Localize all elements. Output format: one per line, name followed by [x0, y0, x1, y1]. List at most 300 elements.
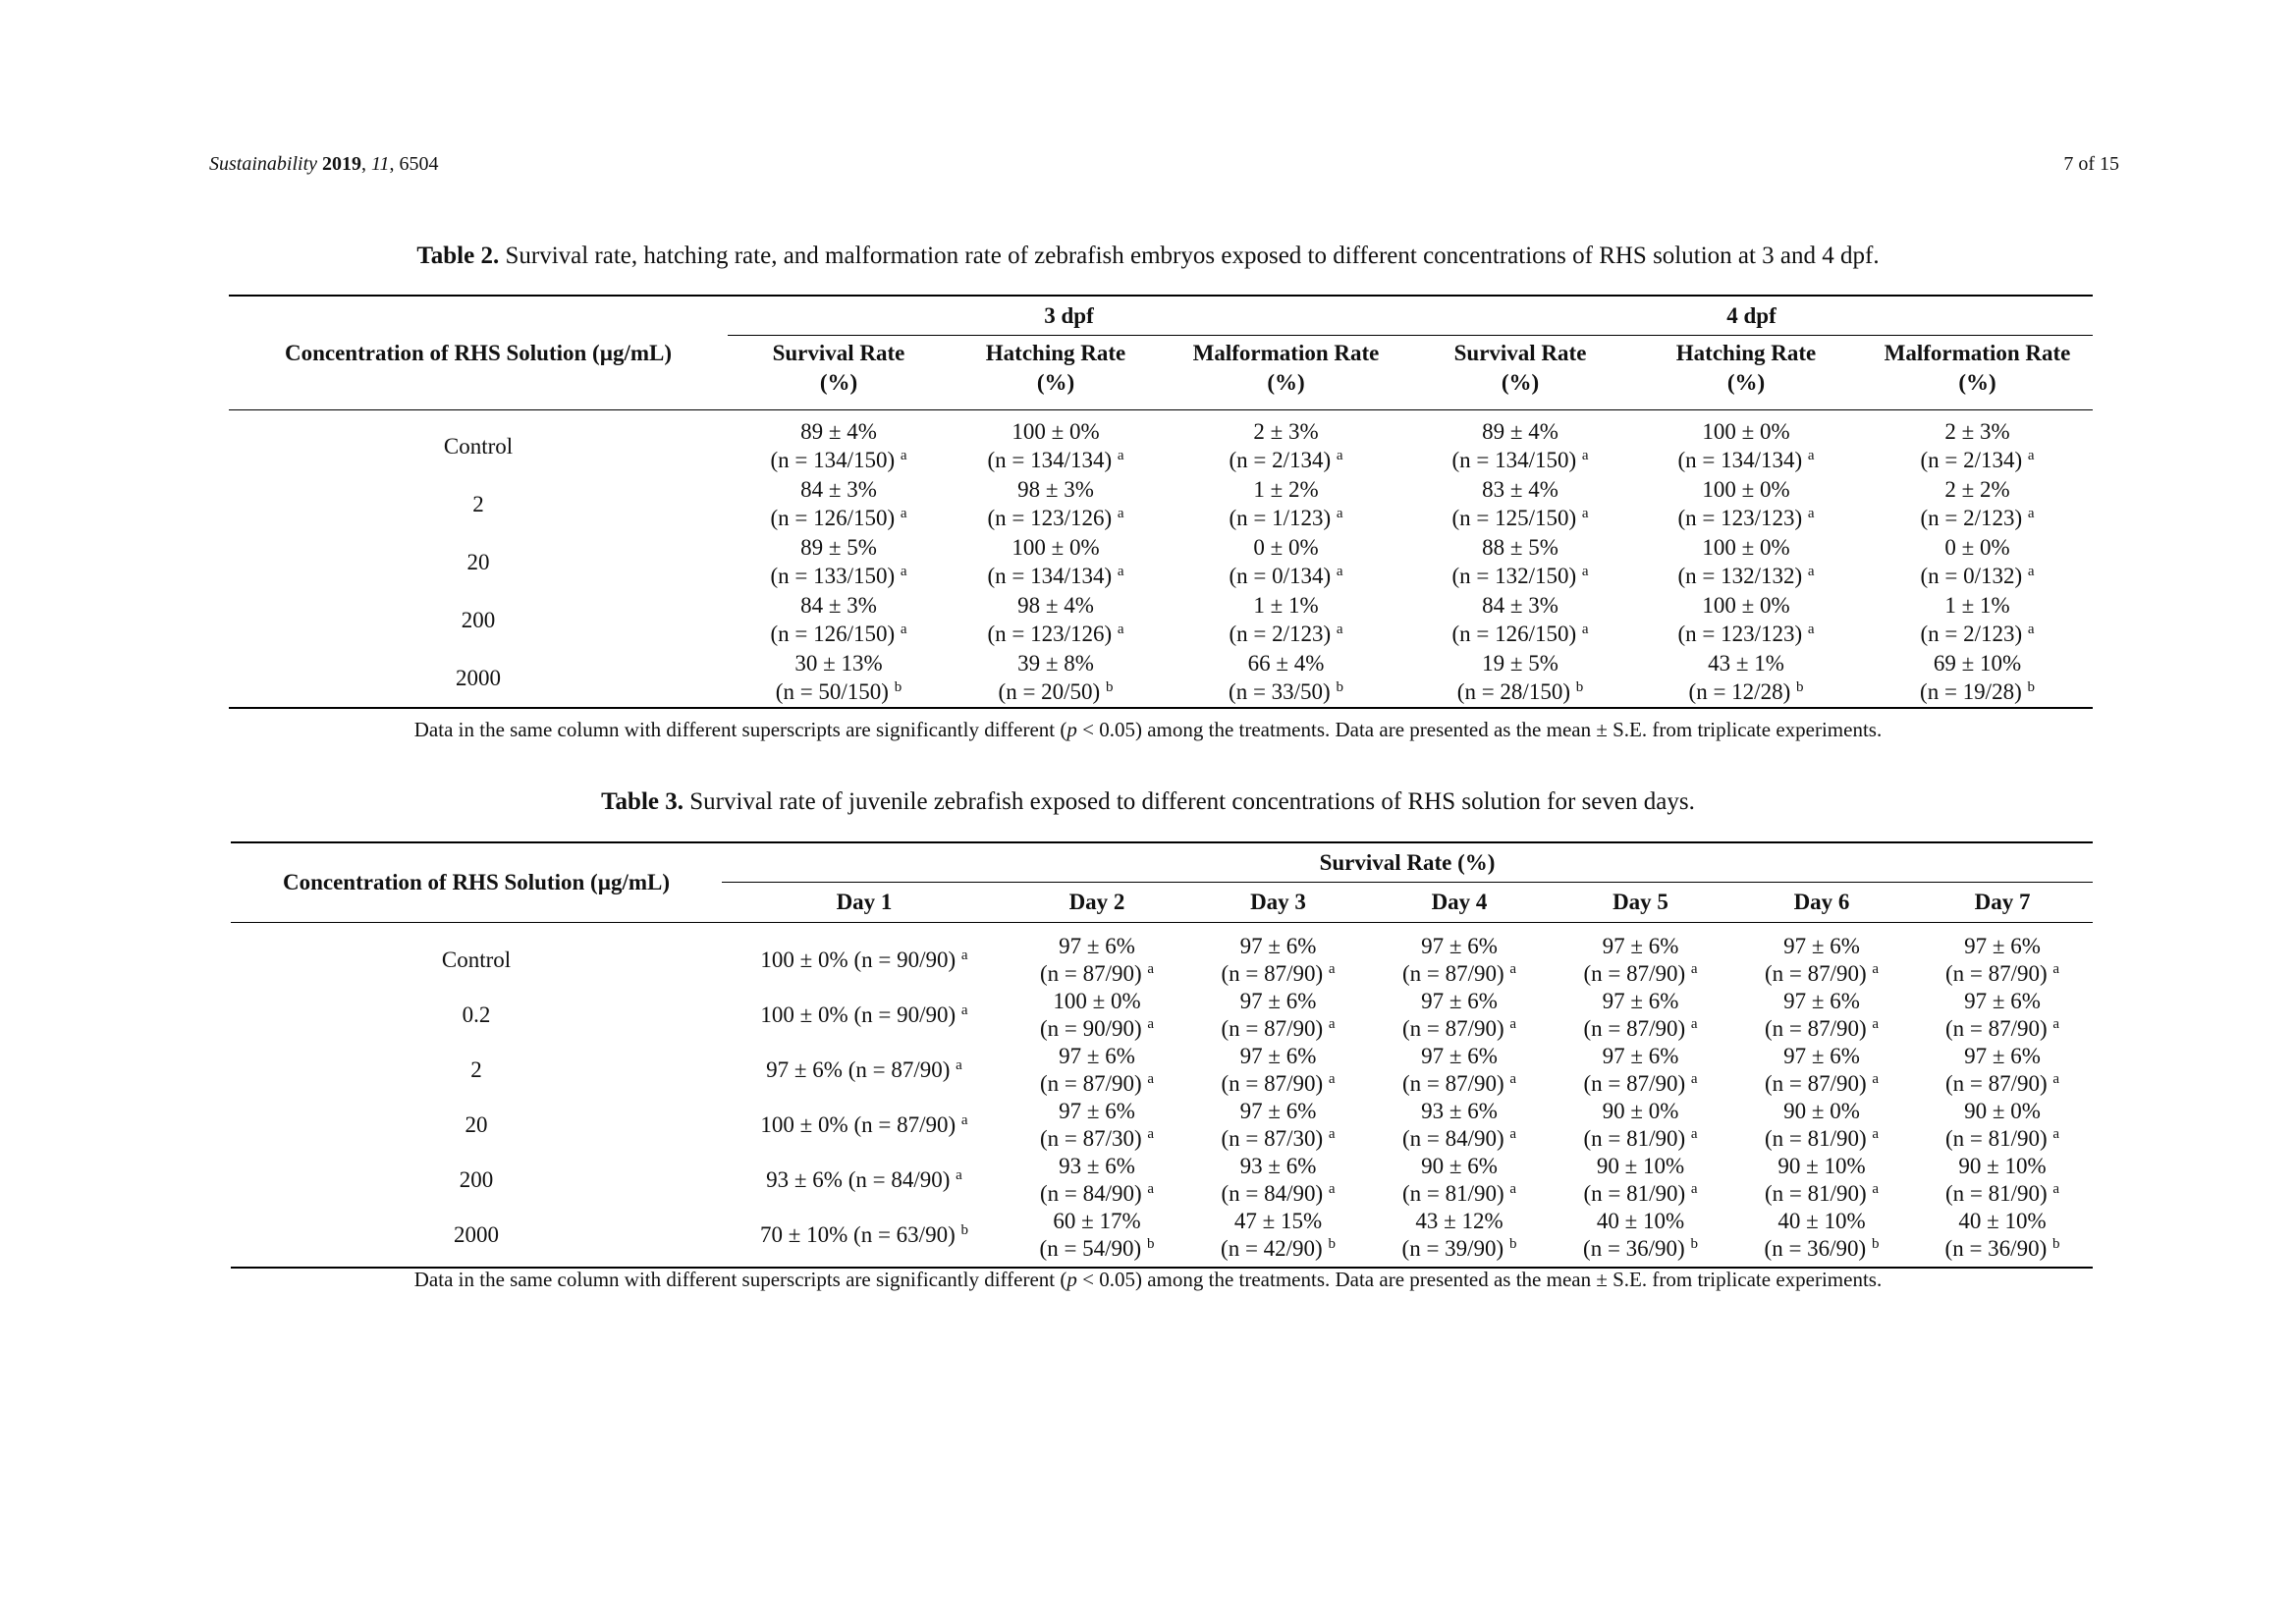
data-cell: [1550, 1098, 1731, 1153]
data-cell: [1912, 1208, 2093, 1268]
cell-value: 100 ± 0%: [1011, 419, 1100, 444]
cell-value: 97 ± 6%: [1783, 933, 1860, 958]
table2-group-4dpf: 4 dpf: [1410, 296, 2093, 335]
data-cell: [1731, 1098, 1912, 1153]
cell-count: (n = 2/123): [1920, 506, 2023, 530]
cell-count: (n = 132/132): [1677, 564, 1803, 588]
concentration-cell: 200: [461, 607, 496, 632]
significance-superscript: a: [2052, 960, 2060, 977]
table-row: [229, 409, 2093, 475]
cell-n-line: [728, 677, 950, 706]
significance-superscript: a: [1336, 447, 1343, 463]
cell-value: 93 ± 6%: [1059, 1153, 1135, 1178]
significance-superscript: a: [1690, 1125, 1698, 1142]
data-cell: [1550, 922, 1731, 988]
significance-superscript: b: [2027, 678, 2035, 695]
cell-count: (n = 87/90): [1764, 1070, 1867, 1096]
data-cell: [1630, 475, 1862, 533]
cell-value: 69 ± 10%: [1933, 651, 2022, 676]
significance-superscript: a: [1509, 1015, 1517, 1032]
data-cell: [1410, 475, 1630, 533]
table3-col-header: Day 1: [722, 882, 1007, 922]
table-row: [229, 591, 2093, 649]
table3-caption: [0, 788, 2296, 816]
data-cell: [1187, 988, 1369, 1043]
cell-value: 43 ± 1%: [1708, 651, 1784, 676]
cell-value: 2 ± 2%: [1944, 477, 2010, 502]
cell-value: 97 ± 6%: [1239, 1043, 1317, 1068]
cell-n-line: [1410, 446, 1630, 474]
cell-value: 97 ± 6%: [1602, 1043, 1679, 1068]
cell-count: (n = 0/132): [1920, 564, 2023, 588]
data-cell: [1187, 922, 1369, 988]
table2-footnote-pre: Data in the same column with different superscripts are significantly different (: [413, 718, 1067, 741]
significance-superscript: a: [1807, 447, 1815, 463]
significance-superscript: a: [1807, 621, 1815, 637]
cell-count: (n = 134/134): [987, 564, 1113, 588]
significance-superscript: a: [1807, 505, 1815, 521]
significance-superscript: a: [1336, 621, 1343, 637]
cell-value: 97 ± 6%: [1239, 1098, 1317, 1123]
cell-n-line: [1162, 677, 1410, 706]
data-cell: [728, 409, 950, 475]
cell-n-line: [1731, 1070, 1912, 1098]
significance-superscript: b: [1336, 678, 1343, 695]
cell-value: 100 ± 0%: [1011, 535, 1100, 560]
table2-col-header: [1630, 335, 1862, 409]
data-cell: [1550, 1043, 1731, 1098]
cell-value: 97 ± 6%: [1059, 1098, 1135, 1123]
cell-n-line: [1187, 1180, 1369, 1208]
journal-name: Sustainability: [209, 153, 317, 175]
cell-count: (n = 33/50): [1229, 679, 1331, 704]
cell-count: (n = 87/90): [1944, 1015, 2048, 1041]
cell-n-line: [1912, 1125, 2093, 1153]
data-cell: [1369, 1098, 1550, 1153]
table-row: [231, 988, 2093, 1043]
data-cell: [1410, 533, 1630, 591]
significance-superscript: a: [1328, 1015, 1336, 1032]
cell-count: (n = 19/28): [1920, 679, 2022, 704]
cell-n-line: [1630, 562, 1862, 590]
data-cell: [1007, 1043, 1187, 1098]
significance-superscript: a: [1690, 1070, 1698, 1087]
cell-count: (n = 87/90): [1401, 960, 1504, 986]
table-row: [229, 475, 2093, 533]
significance-superscript: a: [1147, 1125, 1155, 1142]
significance-superscript: a: [1690, 1180, 1698, 1197]
cell-n-line: [1162, 562, 1410, 590]
cell-count: (n = 134/150): [1451, 448, 1577, 472]
cell-n-line: [1187, 1125, 1369, 1153]
cell-value: 97 ± 6%: [1602, 988, 1679, 1013]
cell-n-line: [1731, 1125, 1912, 1153]
cell-count: (n = 87/90): [1221, 1015, 1324, 1041]
cell-count: (n = 126/150): [1451, 622, 1577, 646]
data-cell: [1007, 1153, 1187, 1208]
concentration-cell: 20: [465, 1111, 488, 1137]
table2-col-header-line: Hatching Rate: [1675, 340, 1817, 365]
cell-count: (n = 2/134): [1229, 448, 1332, 472]
cell-value: 89 ± 4%: [800, 419, 877, 444]
table2-col-header: [1410, 335, 1630, 409]
significance-superscript: a: [1336, 563, 1343, 579]
cell-value: 89 ± 5%: [800, 535, 877, 560]
data-cell: [728, 649, 950, 708]
significance-superscript: a: [2027, 621, 2035, 637]
cell-count: (n = 87/90): [1039, 960, 1142, 986]
data-cell: [950, 591, 1162, 649]
cell-value: 40 ± 10%: [1958, 1208, 2047, 1233]
cell-n-line: [1187, 960, 1369, 988]
data-cell: [1369, 1043, 1550, 1098]
data-cell: [1369, 1208, 1550, 1268]
cell-n-line: [1187, 1070, 1369, 1098]
cell-value: 97 ± 6%: [1059, 1043, 1135, 1068]
data-cell: [1912, 1043, 2093, 1098]
cell-n-line: [1369, 1070, 1550, 1098]
significance-superscript: b: [1871, 1235, 1880, 1252]
cell-count: (n = 1/123): [1229, 506, 1332, 530]
table3-body: [231, 922, 2093, 1268]
cell-value: 1 ± 1%: [1253, 593, 1319, 618]
cell-n-line: [1731, 960, 1912, 988]
cell-count: (n = 87/90): [1583, 1015, 1686, 1041]
significance-superscript: a: [956, 1056, 962, 1073]
cell-value: 60 ± 17%: [1053, 1208, 1141, 1233]
data-cell: [1162, 591, 1410, 649]
data-cell: [1731, 1153, 1912, 1208]
cell-n-line: [950, 677, 1162, 706]
table2-col-header-line: Malformation Rate: [1192, 340, 1380, 365]
cell-n-line: [1912, 1015, 2093, 1043]
data-cell: [1912, 1153, 2093, 1208]
significance-superscript: a: [1117, 621, 1124, 637]
significance-superscript: a: [2027, 563, 2035, 579]
significance-superscript: b: [1690, 1235, 1698, 1252]
table-row: [231, 1208, 2093, 1268]
concentration-cell: Control: [443, 433, 514, 459]
cell-count: (n = 87/90): [1944, 960, 2048, 986]
cell-value: 89 ± 4%: [1482, 419, 1558, 444]
cell-n-line: [950, 446, 1162, 474]
significance-superscript: a: [900, 505, 907, 521]
cell-n-line: [728, 620, 950, 648]
cell-n-line: [1007, 1180, 1187, 1208]
cell-count: (n = 0/134): [1229, 564, 1332, 588]
cell-count: (n = 87/90): [1944, 1070, 2048, 1096]
significance-superscript: a: [1328, 1180, 1336, 1197]
cell-value: 90 ± 0%: [1783, 1098, 1860, 1123]
cell-count: (n = 87/90): [1764, 1015, 1867, 1041]
cell-value: 97 ± 6%: [1421, 988, 1498, 1013]
cell-n-line: [1731, 1180, 1912, 1208]
cell-n-line: [1369, 1235, 1550, 1263]
table3-footnote-p: p: [1066, 1268, 1077, 1291]
data-cell: [1187, 1043, 1369, 1098]
cell-value: 100 ± 0%: [1702, 593, 1790, 618]
page-number: 7 of 15: [2063, 153, 2119, 175]
cell-count: (n = 126/150): [770, 622, 896, 646]
cell-n-line: [1862, 562, 2093, 590]
data-cell: [950, 409, 1162, 475]
cell-count: (n = 12/28): [1688, 679, 1791, 704]
data-cell: [1862, 533, 2093, 591]
significance-superscript: a: [2027, 505, 2035, 521]
data-cell: [728, 591, 950, 649]
day1-cell: [722, 988, 1007, 1043]
table2-col-header: [950, 335, 1162, 409]
cell-count: (n = 87/90): [1039, 1070, 1142, 1096]
cell-value: 0 ± 0%: [1944, 535, 2010, 560]
cell-count: (n = 2/123): [1920, 622, 2023, 646]
cell-n-line: [1912, 1235, 2093, 1263]
data-cell: [1187, 1098, 1369, 1153]
table2-col-header-line: (%): [1267, 369, 1305, 395]
cell-value: 97 ± 6%: [1964, 1043, 2041, 1068]
cell-n-line: [1550, 1235, 1731, 1263]
significance-superscript: b: [1105, 678, 1114, 695]
significance-superscript: a: [900, 447, 907, 463]
cell-n-line: [1912, 1180, 2093, 1208]
table3-footnote: [0, 1268, 2296, 1292]
table-row: [231, 1153, 2093, 1208]
running-header-citation: Sustainability 2019, 11, 6504: [209, 153, 439, 175]
data-cell: [1162, 533, 1410, 591]
cell-value: 97 ± 6%: [1964, 933, 2041, 958]
significance-superscript: b: [1508, 1235, 1517, 1252]
significance-superscript: b: [960, 1221, 968, 1238]
significance-superscript: a: [900, 563, 907, 579]
data-cell: [728, 533, 950, 591]
significance-superscript: b: [894, 678, 902, 695]
significance-superscript: a: [960, 947, 968, 963]
table3-row-header: Concentration of RHS Solution (µg/mL): [231, 842, 722, 922]
cell-value: 90 ± 0%: [1964, 1098, 2041, 1123]
significance-superscript: a: [2052, 1125, 2060, 1142]
data-cell: [1007, 1098, 1187, 1153]
article-number: 6504: [399, 153, 439, 175]
significance-superscript: a: [2027, 447, 2035, 463]
data-cell: [1410, 591, 1630, 649]
data-cell: [1862, 409, 2093, 475]
data-cell: [1550, 1208, 1731, 1268]
concentration-cell: Control: [441, 947, 512, 972]
day1-value: 93 ± 6% (n = 84/90): [766, 1166, 951, 1192]
cell-n-line: [1369, 960, 1550, 988]
cell-n-line: [1162, 446, 1410, 474]
cell-value: 83 ± 4%: [1482, 477, 1558, 502]
day1-value: 70 ± 10% (n = 63/90): [760, 1221, 956, 1247]
cell-value: 100 ± 0%: [1702, 535, 1790, 560]
cell-count: (n = 87/30): [1039, 1125, 1142, 1151]
cell-count: (n = 36/90): [1583, 1235, 1685, 1261]
cell-count: (n = 123/123): [1677, 622, 1803, 646]
cell-value: 84 ± 3%: [800, 593, 877, 618]
significance-superscript: a: [960, 1001, 968, 1018]
table2-footnote-p: p: [1066, 718, 1077, 741]
table2-col-header: [1862, 335, 2093, 409]
cell-count: (n = 87/30): [1221, 1125, 1324, 1151]
data-cell: [1162, 475, 1410, 533]
significance-superscript: a: [1581, 621, 1589, 637]
table-row: [229, 533, 2093, 591]
table3: [231, 841, 2093, 1269]
cell-n-line: [950, 562, 1162, 590]
cell-value: 40 ± 10%: [1777, 1208, 1866, 1233]
data-cell: [1912, 988, 2093, 1043]
cell-value: 97 ± 6%: [1239, 988, 1317, 1013]
cell-n-line: [1187, 1235, 1369, 1263]
table3-group-survival: Survival Rate (%): [722, 842, 2093, 882]
cell-value: 30 ± 13%: [794, 651, 883, 676]
table2-caption-text: Survival rate, hatching rate, and malformation rate of zebrafish embryos exposed to different concentrations of RHS solution at 3 and 4 dpf.: [505, 243, 1880, 269]
data-cell: [1862, 591, 2093, 649]
significance-superscript: a: [1509, 1070, 1517, 1087]
data-cell: [1187, 1153, 1369, 1208]
journal-year: 2019: [322, 153, 361, 175]
cell-value: 90 ± 6%: [1421, 1153, 1498, 1178]
significance-superscript: a: [900, 621, 907, 637]
cell-value: 90 ± 10%: [1596, 1153, 1685, 1178]
cell-value: 100 ± 0%: [1702, 419, 1790, 444]
significance-superscript: b: [1795, 678, 1804, 695]
cell-count: (n = 134/150): [770, 448, 896, 472]
cell-value: 88 ± 5%: [1482, 535, 1558, 560]
cell-value: 97 ± 6%: [1783, 1043, 1860, 1068]
data-cell: [1630, 591, 1862, 649]
table2-col-header-line: (%): [1036, 369, 1075, 395]
table2-group-3dpf: 3 dpf: [728, 296, 1410, 335]
significance-superscript: a: [1872, 1015, 1880, 1032]
day1-value: 97 ± 6% (n = 87/90): [766, 1056, 951, 1082]
data-cell: [1369, 1153, 1550, 1208]
day1-value: 100 ± 0% (n = 87/90): [760, 1111, 957, 1137]
cell-n-line: [1630, 677, 1862, 706]
cell-n-line: [1862, 620, 2093, 648]
data-cell: [1912, 1098, 2093, 1153]
table2-col-header-line: Malformation Rate: [1884, 340, 2071, 365]
cell-n-line: [1410, 504, 1630, 532]
significance-superscript: a: [1147, 1015, 1155, 1032]
concentration-cell: 20: [466, 549, 490, 574]
data-cell: [950, 649, 1162, 708]
cell-value: 2 ± 3%: [1253, 419, 1319, 444]
table3-col-header: Day 4: [1369, 882, 1550, 922]
cell-value: 40 ± 10%: [1596, 1208, 1685, 1233]
data-cell: [950, 475, 1162, 533]
cell-count: (n = 123/126): [987, 622, 1113, 646]
cell-count: (n = 87/90): [1583, 960, 1686, 986]
significance-superscript: b: [1146, 1235, 1155, 1252]
significance-superscript: a: [1690, 960, 1698, 977]
table3-col-header: Day 6: [1731, 882, 1912, 922]
cell-n-line: [1369, 1125, 1550, 1153]
cell-count: (n = 20/50): [998, 679, 1101, 704]
data-cell: [1162, 649, 1410, 708]
concentration-cell: 2: [470, 1056, 482, 1082]
cell-count: (n = 36/90): [1944, 1235, 2048, 1261]
day1-cell: [722, 1043, 1007, 1098]
cell-count: (n = 87/90): [1764, 960, 1867, 986]
cell-count: (n = 2/123): [1229, 622, 1332, 646]
cell-n-line: [728, 504, 950, 532]
cell-value: 66 ± 4%: [1247, 651, 1325, 676]
cell-value: 2 ± 3%: [1944, 419, 2010, 444]
cell-n-line: [728, 562, 950, 590]
data-cell: [1162, 409, 1410, 475]
cell-value: 97 ± 6%: [1421, 933, 1498, 958]
table2-footnote: [0, 718, 2296, 742]
cell-n-line: [1912, 960, 2093, 988]
table2-caption: [0, 243, 2296, 270]
day1-cell: [722, 1153, 1007, 1208]
concentration-cell: 2000: [456, 665, 501, 690]
significance-superscript: a: [1872, 1125, 1880, 1142]
table2-body: [229, 409, 2093, 708]
cell-value: 100 ± 0%: [1053, 988, 1141, 1013]
cell-n-line: [1550, 1180, 1731, 1208]
cell-count: (n = 28/150): [1456, 679, 1570, 704]
significance-superscript: a: [2052, 1180, 2060, 1197]
significance-superscript: a: [1117, 505, 1124, 521]
cell-value: 93 ± 6%: [1239, 1153, 1317, 1178]
significance-superscript: b: [1575, 678, 1584, 695]
cell-value: 0 ± 0%: [1253, 535, 1319, 560]
table3-footnote-post: < 0.05) among the treatments. Data are presented as the mean ± S.E. from triplicate experiments.: [1076, 1268, 1883, 1291]
concentration-cell: 0.2: [462, 1001, 491, 1027]
table2-col-header: [1162, 335, 1410, 409]
data-cell: [1007, 922, 1187, 988]
cell-n-line: [1550, 1125, 1731, 1153]
table3-label: Table 3.: [601, 788, 683, 815]
cell-value: 98 ± 3%: [1017, 477, 1094, 502]
data-cell: [1369, 988, 1550, 1043]
cell-count: (n = 84/90): [1401, 1125, 1504, 1151]
data-cell: [1187, 1208, 1369, 1268]
cell-n-line: [1862, 446, 2093, 474]
data-cell: [1731, 988, 1912, 1043]
cell-n-line: [1007, 1070, 1187, 1098]
cell-n-line: [1550, 1070, 1731, 1098]
table2-col-header-line: (%): [1958, 369, 1996, 395]
significance-superscript: a: [1336, 505, 1343, 521]
significance-superscript: b: [2051, 1235, 2060, 1252]
day1-cell: [722, 1098, 1007, 1153]
concentration-cell: 200: [459, 1166, 494, 1192]
significance-superscript: a: [1509, 960, 1517, 977]
cell-n-line: [1731, 1235, 1912, 1263]
cell-count: (n = 54/90): [1039, 1235, 1142, 1261]
concentration-cell: 2: [472, 491, 484, 516]
cell-count: (n = 39/90): [1401, 1235, 1504, 1261]
cell-n-line: [1550, 1015, 1731, 1043]
cell-count: (n = 84/90): [1039, 1180, 1142, 1206]
data-cell: [1007, 988, 1187, 1043]
data-cell: [950, 533, 1162, 591]
data-cell: [1731, 1043, 1912, 1098]
cell-count: (n = 132/150): [1451, 564, 1577, 588]
significance-superscript: a: [1509, 1180, 1517, 1197]
data-cell: [1862, 475, 2093, 533]
cell-n-line: [728, 446, 950, 474]
cell-count: (n = 134/134): [1677, 448, 1803, 472]
significance-superscript: a: [1147, 960, 1155, 977]
data-cell: [1630, 649, 1862, 708]
significance-superscript: a: [1690, 1015, 1698, 1032]
cell-count: (n = 87/90): [1221, 1070, 1324, 1096]
significance-superscript: a: [1117, 563, 1124, 579]
